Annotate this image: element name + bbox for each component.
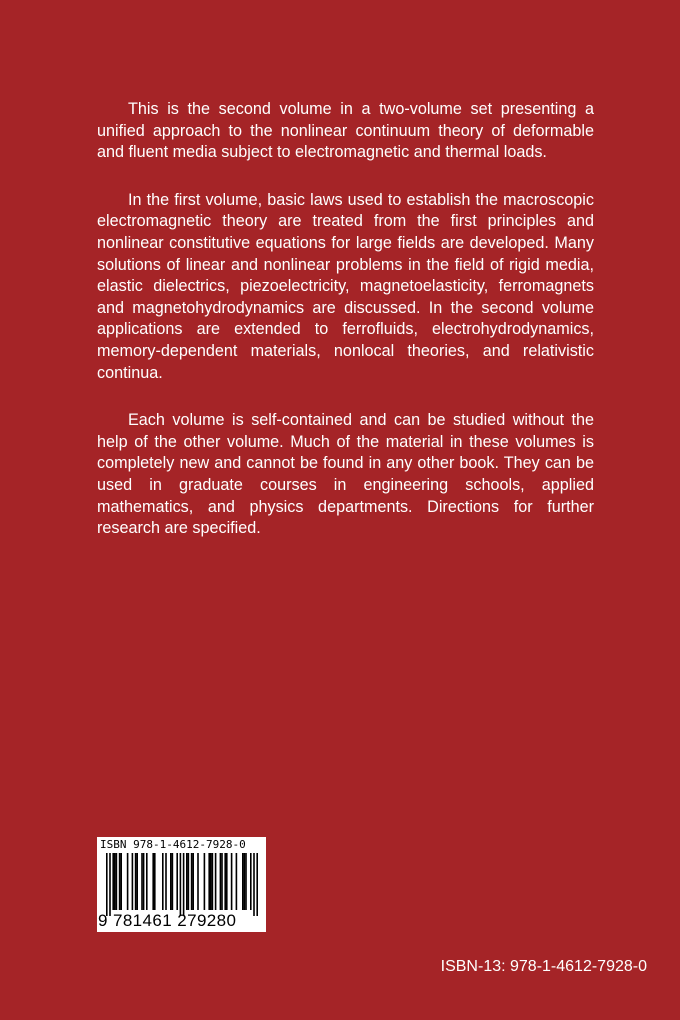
barcode-bar [231, 853, 233, 910]
barcode-bar [127, 853, 129, 910]
barcode-bar [250, 853, 252, 910]
barcode-guard-bar [106, 853, 108, 916]
barcode-bar [220, 853, 222, 910]
barcode-bar [221, 853, 223, 910]
barcode-digits: 9 781461 279280 [98, 911, 237, 930]
barcode-bar [208, 853, 210, 910]
barcode-bar [176, 853, 178, 910]
barcode-bar [212, 853, 214, 910]
barcode-bar [192, 853, 194, 910]
isbn13-footer: ISBN-13: 978-1-4612-7928-0 [440, 958, 647, 975]
barcode-bar [136, 853, 138, 910]
barcode-bar [226, 853, 228, 910]
barcode-bar [191, 853, 193, 910]
barcode-bar [197, 853, 199, 910]
blurb-paragraph-2: In the first volume, basic laws used to establish the macroscopic electromagnetic theory are treated from the first principles and nonlinear constitutive equations for large fields are developed. Many solutions of linear and nonlinear problems in the field of rigid media, elastic dielectrics, piezoelectricity, magnetoelasticity, ferromagnets and magnetohydrodynamics are discussed. In the second volume applications are extended to ferrofluids, electrohydrodynamics, memory-dependent materials, nonlocal theories, and relativistic continua. [97, 190, 594, 382]
barcode-bar [114, 853, 116, 910]
barcode-bar [152, 853, 154, 910]
barcode-bar [245, 853, 247, 910]
barcode-guard-bar [253, 853, 255, 916]
blurb-paragraph-1: This is the second volume in a two-volume set presenting a unified approach to the nonlinear continuum theory of deformable and fluent media subject to electromagnetic and thermal loads. [97, 100, 594, 162]
barcode-bar [186, 853, 188, 910]
barcode-bar [188, 853, 190, 910]
barcode-bar [170, 853, 172, 910]
barcode-bar [236, 853, 238, 910]
barcode-bar [165, 853, 167, 910]
barcode-bar [132, 853, 134, 910]
barcode-isbn-label: ISBN 978-1-4612-7928-0 [100, 838, 246, 851]
barcode-bar [120, 853, 122, 910]
barcode-bar [143, 853, 145, 910]
barcode-bar [116, 853, 118, 910]
barcode-bar [141, 853, 143, 910]
barcode-guard-bar [180, 853, 182, 916]
barcode-bar [162, 853, 164, 910]
barcode-bar [244, 853, 246, 910]
blurb-text [97, 99, 594, 566]
barcode-bar [224, 853, 226, 910]
barcode-bars [106, 853, 261, 917]
barcode-guard-bar [256, 853, 258, 916]
barcode-bar [242, 853, 244, 910]
barcode-bar [135, 853, 137, 910]
barcode [97, 837, 266, 932]
barcode-guard-bar [183, 853, 185, 916]
barcode-bar [146, 853, 148, 910]
barcode-bar [154, 853, 156, 910]
barcode-bar [119, 853, 121, 910]
barcode-guard-bar [109, 853, 111, 916]
barcode-bar [172, 853, 174, 910]
blurb-paragraph-3: Each volume is self-contained and can be studied without the help of the other volume. Much of the material in these volumes is completely new and cannot be found in any other book. They can be used in graduate courses in engineering schools, applied mathematics, and physics departments. Directions for further research are specified. [97, 411, 594, 538]
barcode-bar [112, 853, 114, 910]
barcode-bar [210, 853, 212, 910]
barcode-bar [204, 853, 206, 910]
barcode-bar [215, 853, 217, 910]
